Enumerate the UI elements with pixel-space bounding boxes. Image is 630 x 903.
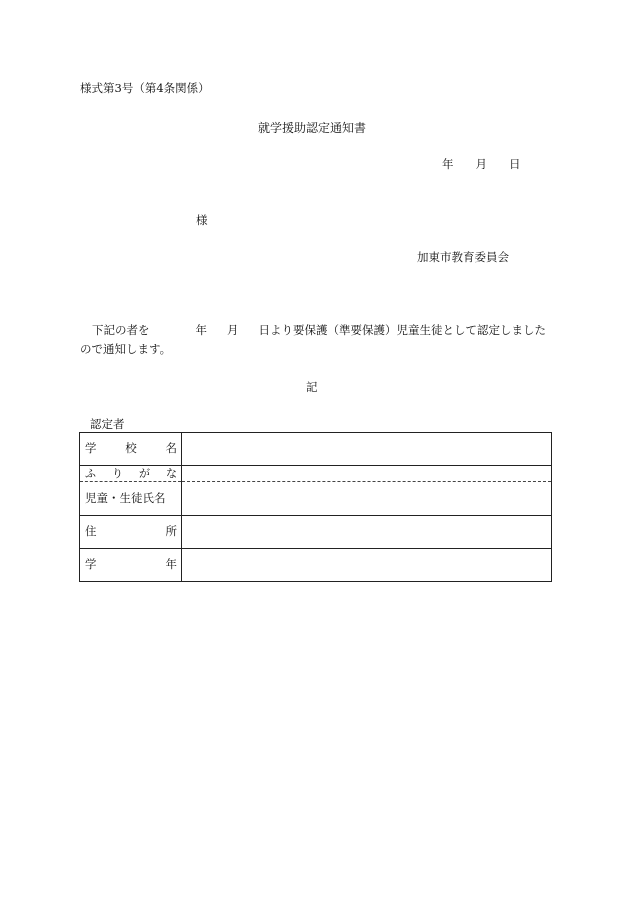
body-month: 月 <box>227 323 239 337</box>
student-name-label: 児童・生徒氏名 <box>80 482 182 516</box>
grade-field[interactable] <box>182 549 552 582</box>
date-day: 日 <box>509 157 521 171</box>
body-prefix: 下記の者を <box>92 323 150 337</box>
table-row-name <box>80 482 552 516</box>
school-name-field[interactable] <box>182 433 552 466</box>
form-number: 様式第3号（第4条関係） <box>80 81 210 95</box>
student-name-field[interactable] <box>182 482 552 516</box>
address-label: 住 所 <box>80 516 182 549</box>
address-field[interactable] <box>182 516 552 549</box>
date-year: 年 <box>442 157 454 171</box>
body-text-line-1 <box>92 322 546 339</box>
certified-person-table <box>79 432 552 582</box>
body-year: 年 <box>195 323 207 337</box>
document-title: 就学援助認定通知書 <box>258 121 367 135</box>
table-row-school <box>80 433 552 466</box>
table-row-furigana <box>80 466 552 482</box>
subject-label: 認定者 <box>90 417 125 431</box>
school-name-label: 学 校 名 <box>80 433 182 466</box>
furigana-field[interactable] <box>182 466 552 482</box>
table-row-address <box>80 516 552 549</box>
body-text-line-2: ので通知します。 <box>80 342 172 356</box>
furigana-label: ふ り が な <box>80 466 182 482</box>
body-suffix: 日より要保護（準要保護）児童生徒として認定しました <box>258 323 546 337</box>
date-line <box>442 156 521 173</box>
issuer: 加東市教育委員会 <box>417 250 509 264</box>
ki-heading: 記 <box>306 380 318 394</box>
recipient-honorific: 様 <box>196 213 208 227</box>
date-month: 月 <box>475 157 487 171</box>
table-row-grade <box>80 549 552 582</box>
grade-label: 学 年 <box>80 549 182 582</box>
